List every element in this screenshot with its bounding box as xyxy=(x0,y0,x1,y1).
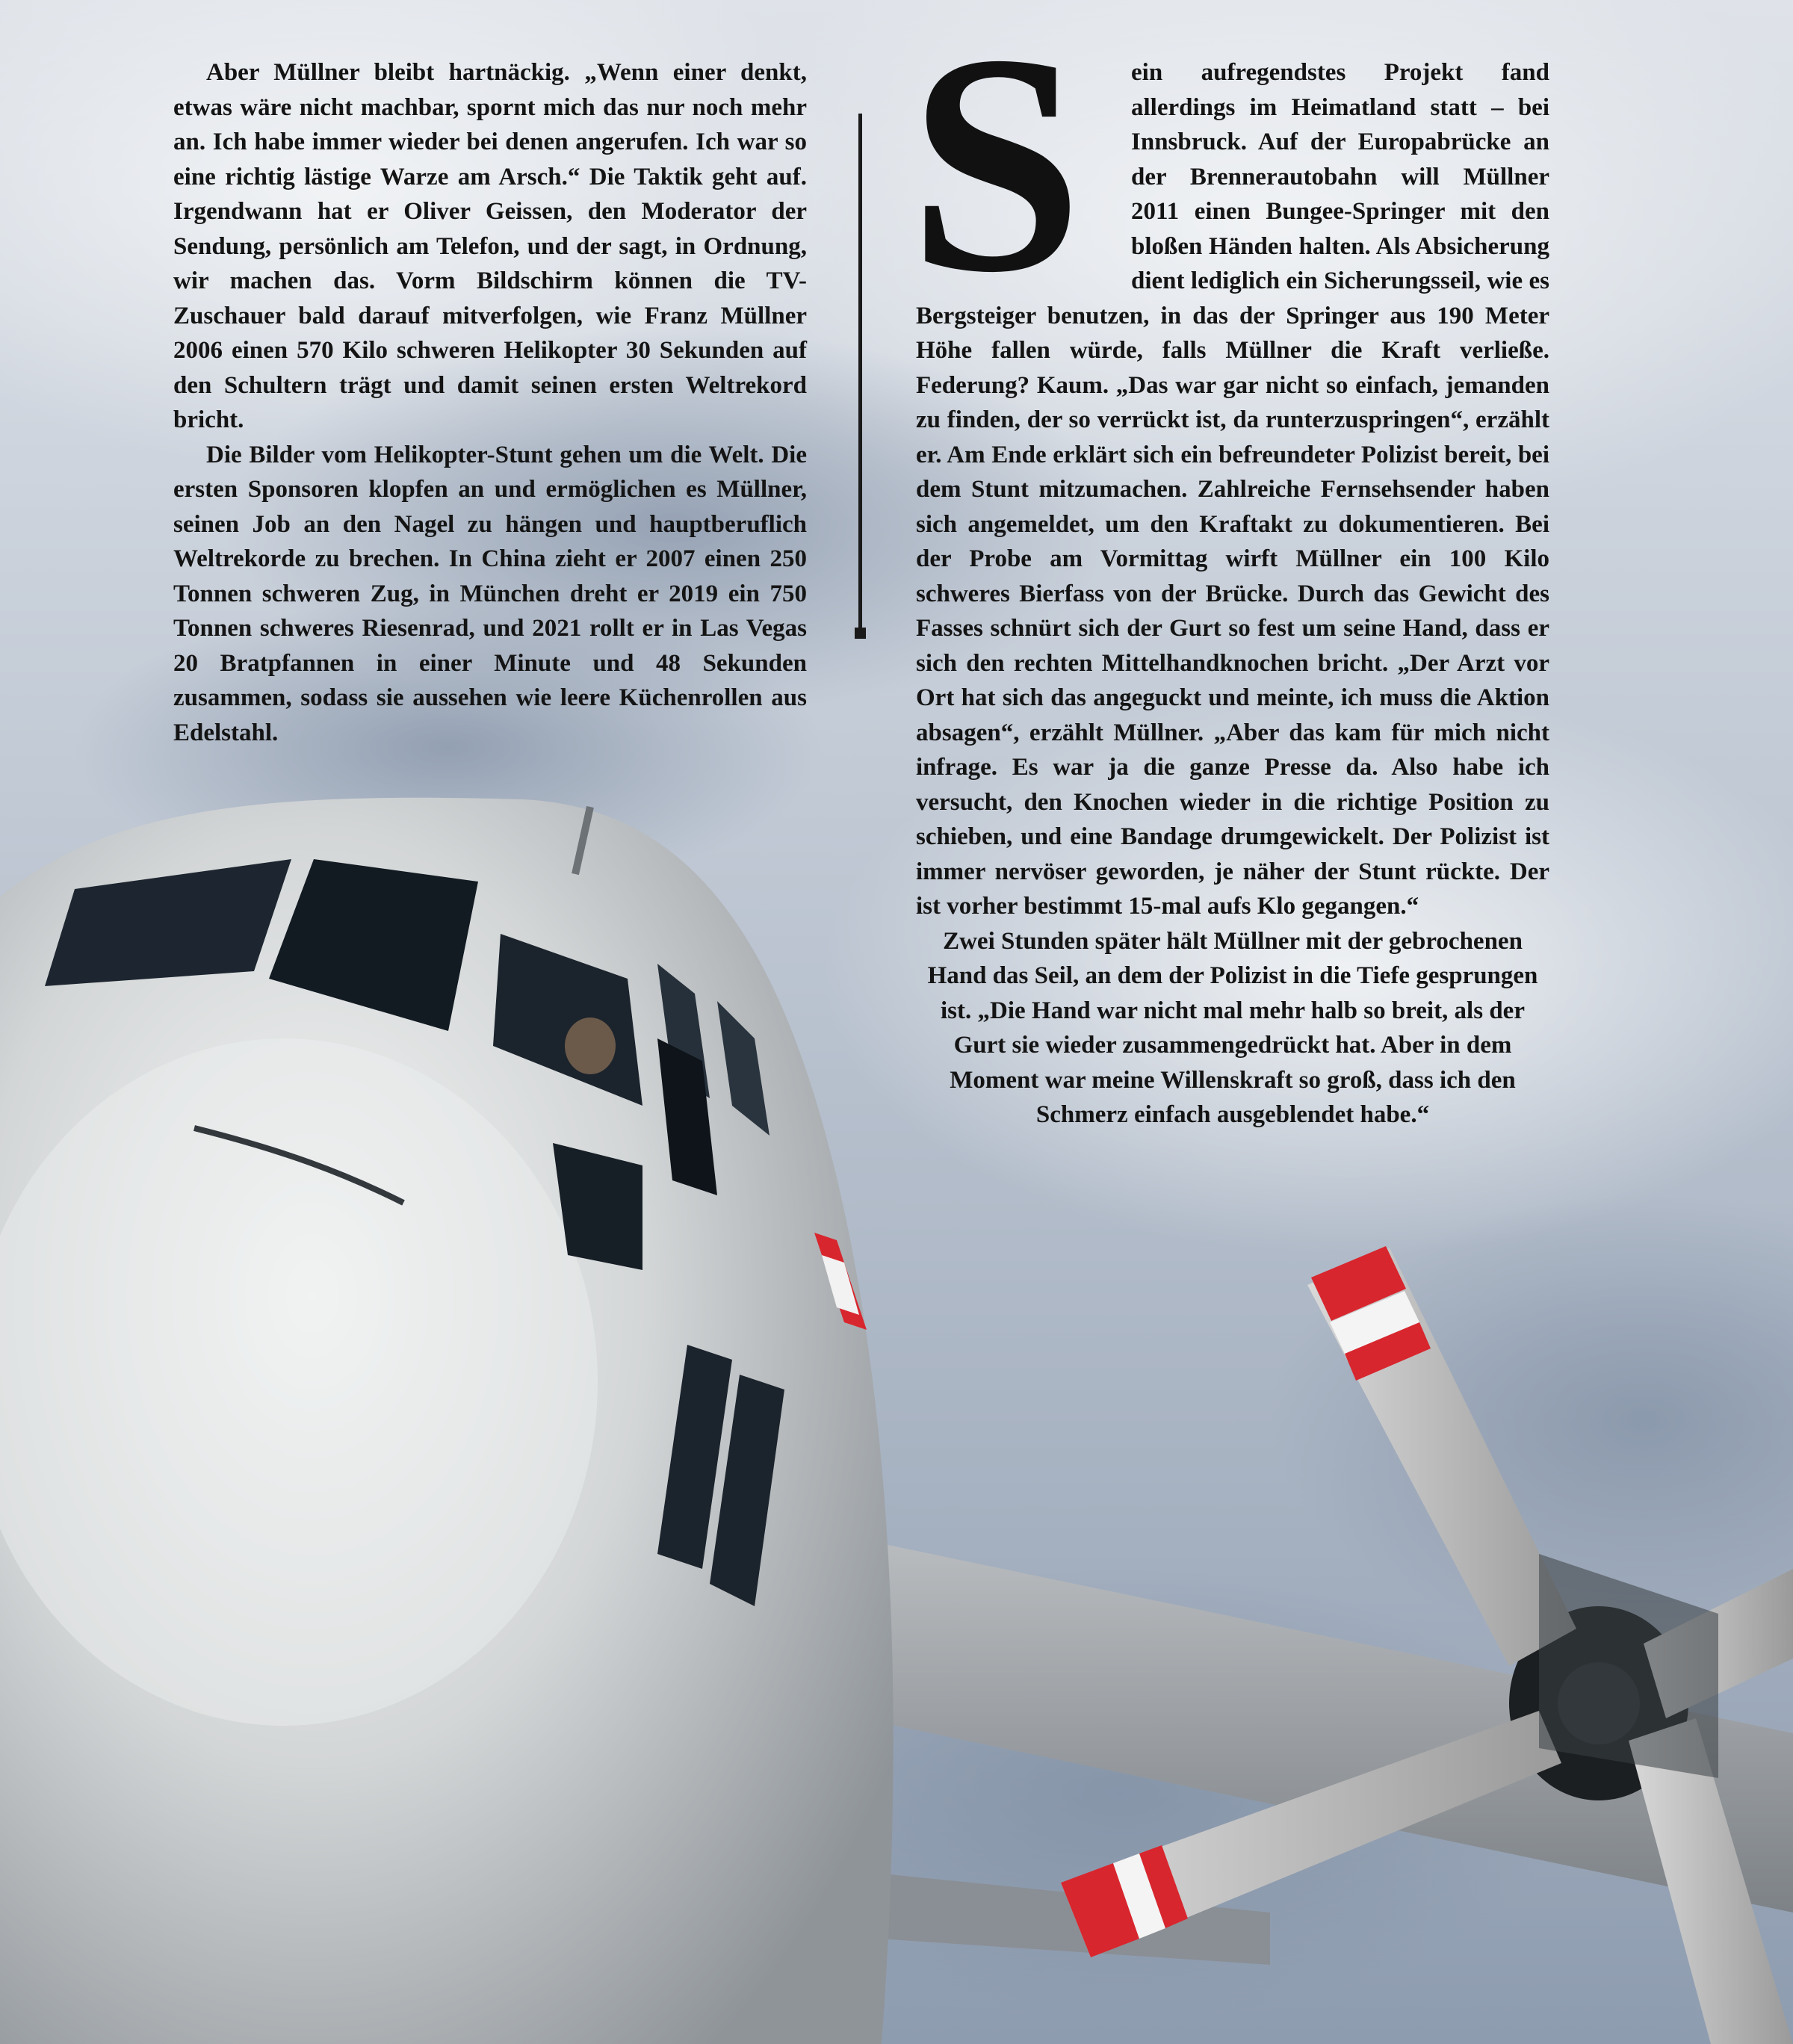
paragraph: Die Bilder vom Helikopter-Stunt gehen um die Welt. Die ersten Sponsoren klopfen an und ermöglichen es Müllner, seinen Job an den Nagel zu hängen und hauptberuflich Weltrekorde zu brechen. In China zieht er 2007 einen 250 Tonnen schweren Zug, in München dreht er 2019 ein 750 Tonnen schweres Riesenrad, und 2021 rollt er in Las Vegas 20 Bratpfannen in einer Minute und 48 Sekunden zusammen, sodass sie aussehen wie leere Küchenrollen aus Edelstahl. xyxy=(173,441,807,746)
column-rule-end xyxy=(855,628,866,639)
paragraph-text: ein aufregendstes Projekt fand allerdings im Heimatland statt – bei Innsbruck. Auf der Europabrücke an der Brennerautobahn will Müllner 2011 einen Bungee-Springer mit den bloßen Händen halten. Als Absicherung dient lediglich ein Sicherungsseil, wie es Bergsteiger benutzen, in das der Springer aus 190 Meter Höhe fallen würde, falls Müllner die Kraft verließe. Federung? Kaum. „Das war gar nicht so einfach, jemanden zu finden, der so verrückt ist, da runterzuspringen“, erzählt er. Am Ende erklärt sich ein befreundeter Polizist bereit, bei dem Stunt mitzumachen. Zahlreiche Fernsehsender haben sich angemeldet, um den Kraftakt zu dokumentieren. Bei der Probe am Vormittag wirft Müllner ein 100 Kilo schweres Bierfass von der Brücke. Durch das Gewicht des Fasses schnürt sich der Gurt so fest um seine Hand, dass er sich den rechten Mittelhandknochen bricht. „Der Arzt vor Ort hat sich das angeguckt und meinte, ich muss die Aktion absagen“, erzählt Müllner. „Aber das kam für mich nicht infrage. Es war ja die ganze Presse da. Also habe ich versucht, den Knochen wieder in die richtige Position zu schieben, und eine Bandage drumgewickelt. Der Polizist ist immer nervöser geworden, je näher der Stunt rückte. Der ist vorher bestimmt 15-mal aufs Klo gegangen.“ xyxy=(916,59,1549,920)
column-rule xyxy=(858,114,862,637)
paragraph-with-drop-cap xyxy=(908,0,1549,924)
right-column xyxy=(908,0,1549,1133)
left-column xyxy=(173,55,807,750)
paragraph: Aber Müllner bleibt hartnäckig. „Wenn einer denkt, etwas wäre nicht machbar, spornt mich das nur noch mehr an. Ich habe immer wieder bei denen angerufen. Ich war so eine richtig lästige Warze am Arsch.“ Die Taktik geht auf. Irgendwann hat er Oliver Geissen, den Moderator der Sendung, persönlich am Telefon, und der sagt, in Ordnung, wir machen das. Vorm Bildschirm können die TV-Zuschauer bald darauf mitverfolgen, wie Franz Müllner 2006 einen 570 Kilo schweren Helikopter 30 Sekunden auf den Schultern trägt und damit seinen ersten Weltrekord bricht. xyxy=(173,59,807,433)
closing-paragraph: Zwei Stunden später hält Müllner mit der gebrochenen Hand das Seil, an dem der Polizist in die Tiefe gesprungen ist. „Die Hand war nicht mal mehr halb so breit, als der Gurt sie wieder zusammengedrückt hat. Aber in dem Moment war meine Willenskraft so groß, dass ich den Schmerz einfach ausgeblendet habe.“ xyxy=(927,927,1538,1128)
drop-cap: S xyxy=(908,0,1083,337)
